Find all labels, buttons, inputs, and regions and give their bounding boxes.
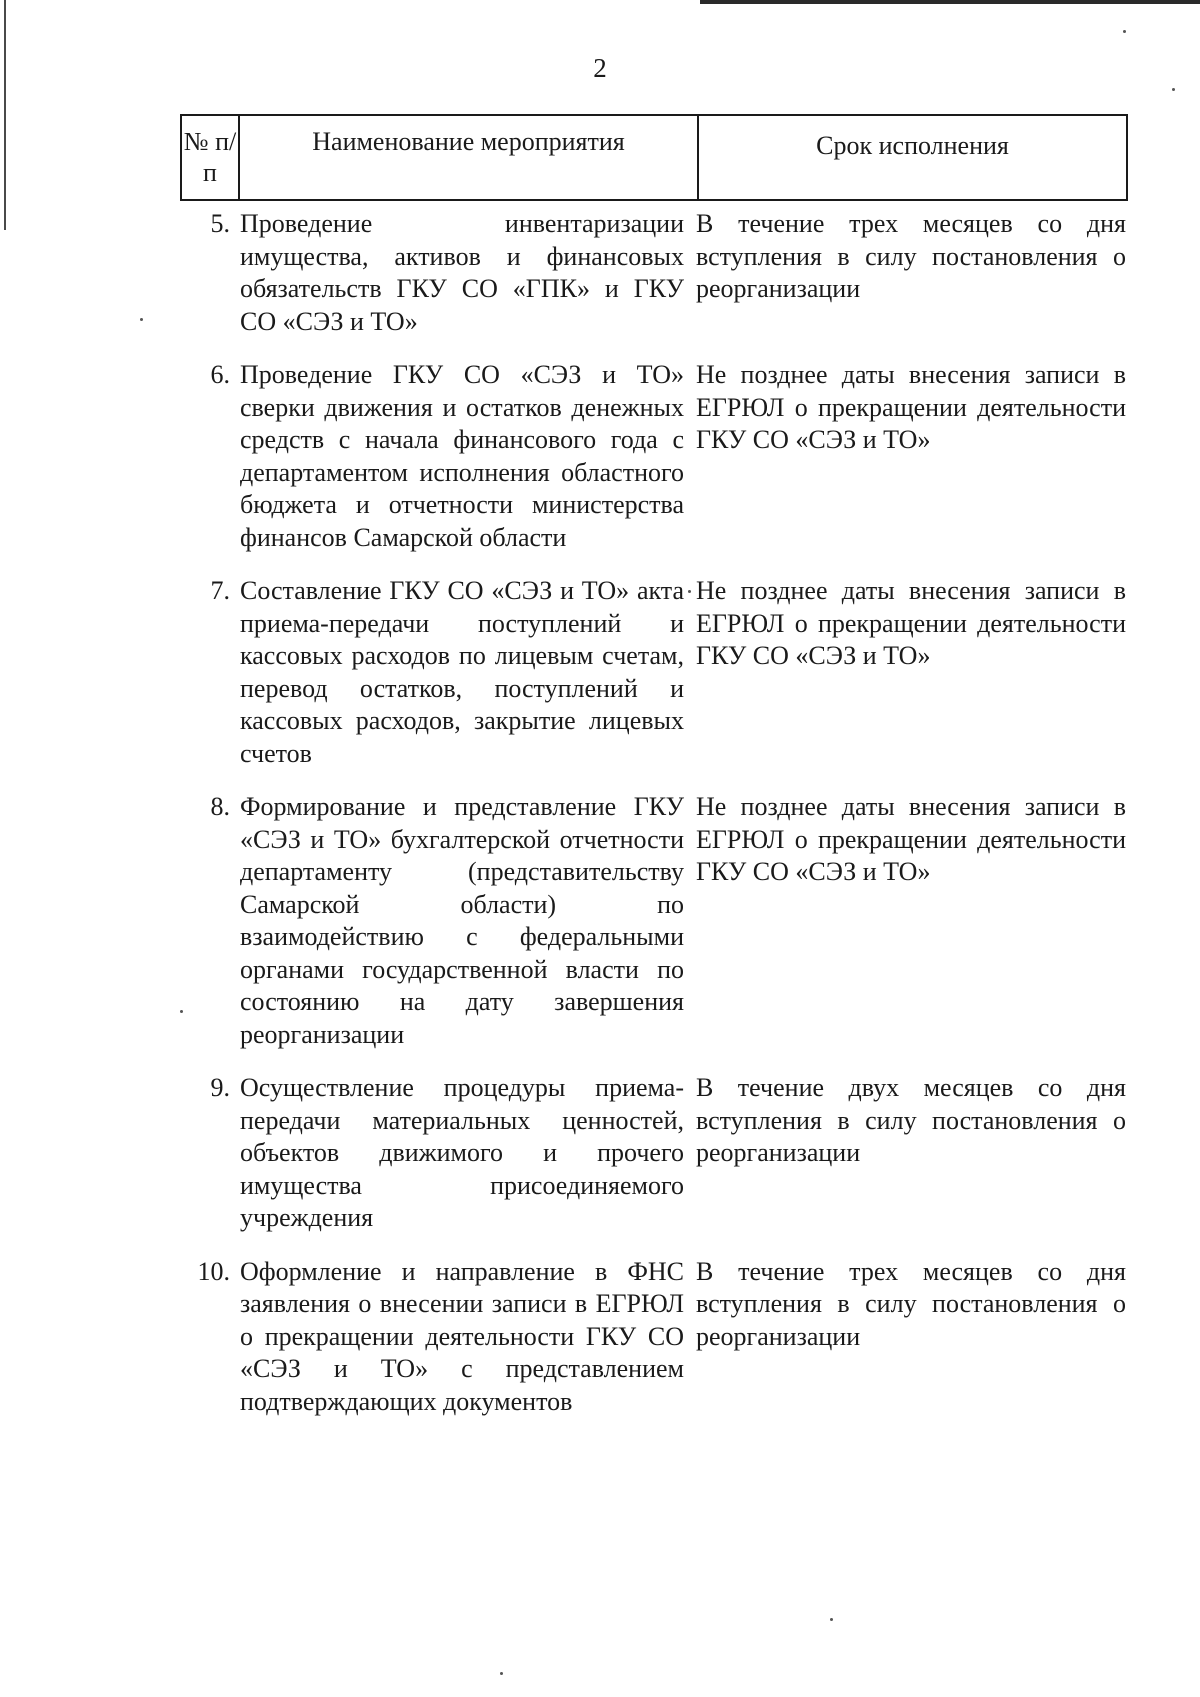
table-row bbox=[180, 359, 1128, 554]
table-row bbox=[180, 208, 1128, 338]
row-term: В течение двух месяцев со дня вступления в силу постановления о реорганизации bbox=[696, 1073, 1126, 1167]
table-row bbox=[180, 575, 1128, 770]
scan-speck bbox=[1172, 88, 1175, 91]
row-number: 7. bbox=[210, 576, 230, 605]
row-name: Проведение ГКУ СО «СЭЗ и ТО» сверки движения и остатков денежных средств с начала финансового года с департаментом исполнения областного бюджета и отчетности министерства финансов Самарской области bbox=[240, 360, 684, 552]
row-number: 6. bbox=[210, 360, 230, 389]
row-term: Не позднее даты внесения записи в ЕГРЮЛ о прекращении деятельности ГКУ СО «СЭЗ и ТО» bbox=[696, 360, 1126, 454]
row-number: 5. bbox=[210, 209, 230, 238]
header-name: Наименование мероприятия bbox=[240, 116, 699, 199]
row-term: В течение трех месяцев со дня вступления в силу постановления о реорганизации bbox=[696, 1256, 1126, 1351]
scan-speck bbox=[688, 590, 691, 593]
row-term: В течение трех месяцев со дня вступления в силу постановления о реорганизации bbox=[696, 209, 1126, 303]
row-term: Не позднее даты внесения записи в ЕГРЮЛ о прекращении деятельности ГКУ СО «СЭЗ и ТО» bbox=[696, 576, 1126, 670]
row-number: 10. bbox=[197, 1256, 230, 1286]
table-body bbox=[180, 208, 1128, 1439]
table-header bbox=[180, 114, 1128, 201]
scan-speck bbox=[500, 1672, 503, 1675]
header-number: № п/п bbox=[182, 116, 240, 199]
row-name: Формирование и представление ГКУ «СЭЗ и ТО» бухгалтерской отчетности департаменту (представительству Самарской области) по взаимодействию с федеральными органами государственной власти по состоянию на дату завершения реорганизации bbox=[240, 792, 684, 1049]
scan-speck bbox=[1123, 30, 1126, 33]
scan-edge-top bbox=[700, 0, 1200, 4]
scan-speck bbox=[140, 318, 143, 321]
row-name: Составление ГКУ СО «СЭЗ и ТО» акта приема-передачи поступлений и кассовых расходов по лицевым счетам, перевод остатков, поступлений и кассовых расходов, закрытие лицевых счетов bbox=[240, 576, 684, 768]
row-name: Проведение инвентаризации имущества, активов и финансовых обязательств ГКУ СО «ГПК» и ГКУ СО «СЭЗ и ТО» bbox=[240, 209, 684, 336]
row-number: 9. bbox=[210, 1073, 230, 1102]
page-number: 2 bbox=[593, 53, 607, 83]
scan-speck bbox=[180, 1010, 183, 1013]
row-number: 8. bbox=[210, 792, 230, 821]
scan-edge-left bbox=[4, 0, 6, 230]
table-row bbox=[180, 791, 1128, 1051]
row-name: Осуществление процедуры приема-передачи материальных ценностей, объектов движимого и прочего имущества присоединяемого учреждения bbox=[240, 1073, 684, 1232]
table-row bbox=[180, 1256, 1128, 1419]
table-row bbox=[180, 1072, 1128, 1235]
row-name: Оформление и направление в ФНС заявления о внесении записи в ЕГРЮЛ о прекращении деятельности ГКУ СО «СЭЗ и ТО» с представлением подтверждающих документов bbox=[240, 1256, 684, 1416]
row-term: Не позднее даты внесения записи в ЕГРЮЛ о прекращении деятельности ГКУ СО «СЭЗ и ТО» bbox=[696, 792, 1126, 886]
scan-speck bbox=[830, 1618, 833, 1621]
header-term: Срок исполнения bbox=[816, 131, 1009, 160]
